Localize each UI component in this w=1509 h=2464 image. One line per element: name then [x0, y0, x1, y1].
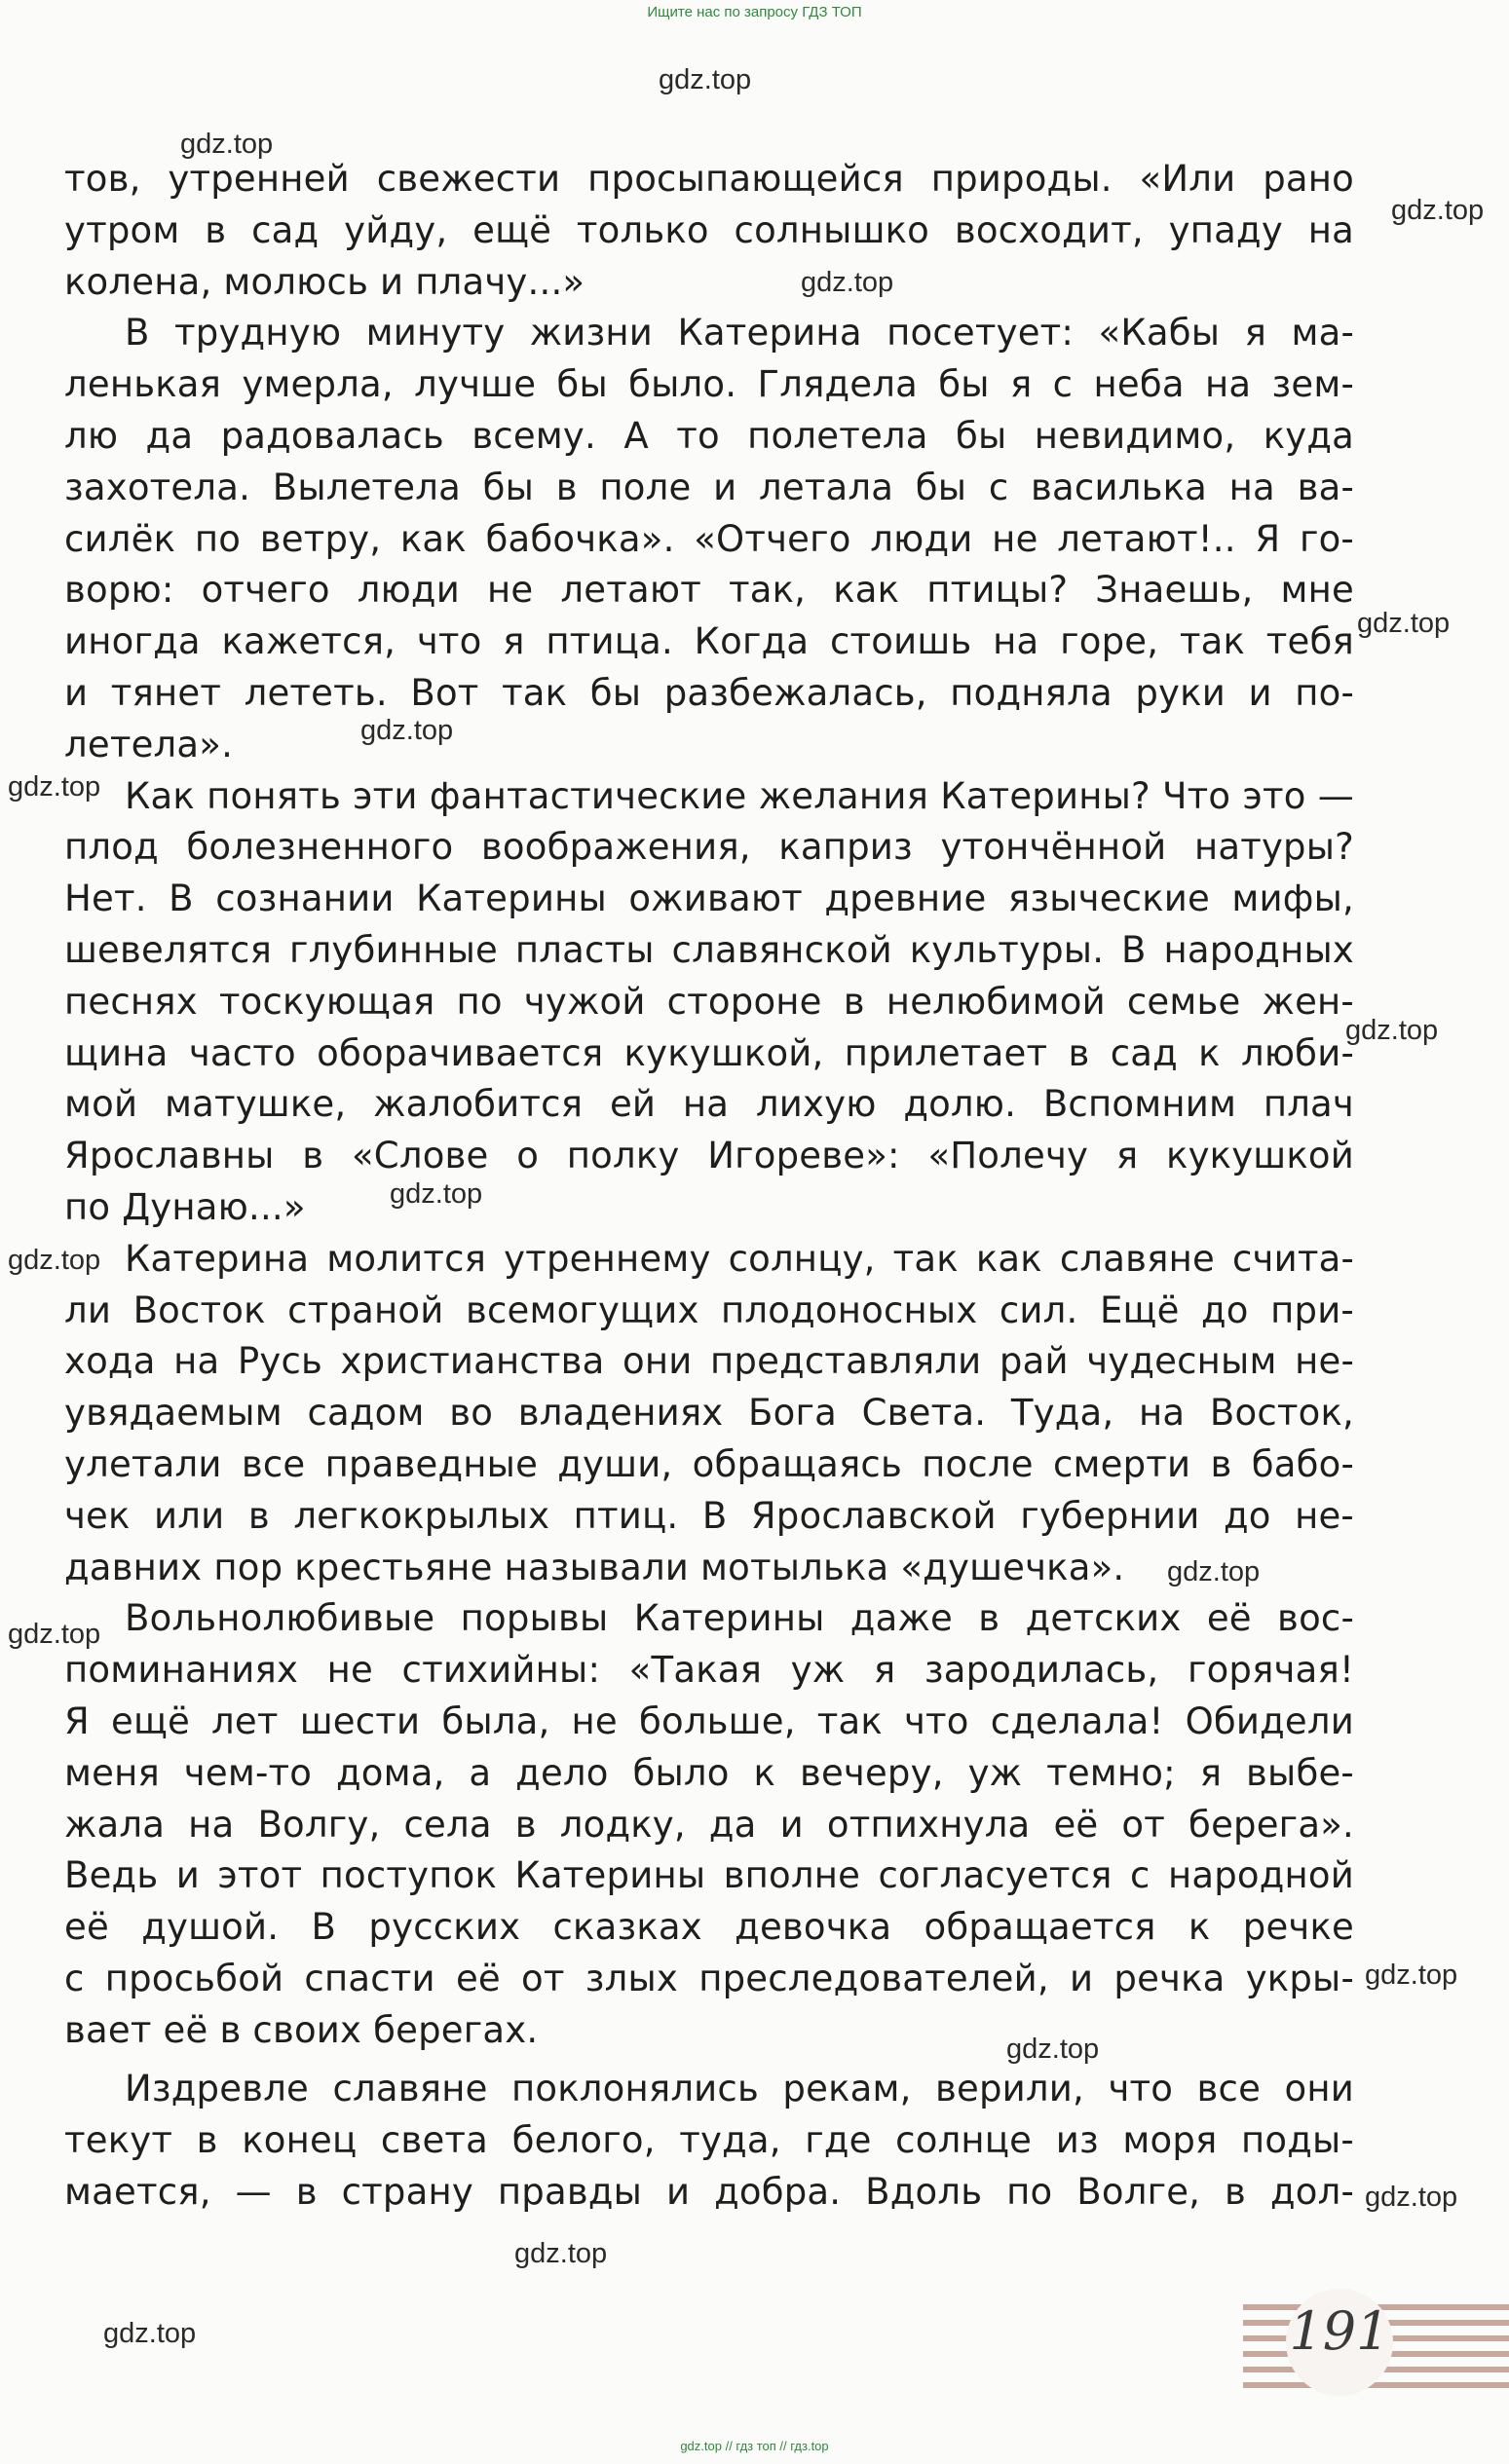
- watermark: gdz.top: [390, 1178, 483, 1210]
- text-line: жала на Волгу, села в лодку, да и отпихнула её от берега».: [64, 1803, 1354, 1846]
- text-line: увядаемым садом во владениях Бога Света. Туда, на Восток,: [64, 1392, 1354, 1435]
- top-banner: Ищите нас по запросу ГДЗ ТОП: [647, 4, 862, 20]
- text-line: песнях тоскующая по чужой стороне в нелюбимой семье жен-: [64, 980, 1354, 1023]
- text-line: щина часто оборачивается кукушкой, прилетает в сад к люби-: [64, 1031, 1354, 1074]
- text-line: Как понять эти фантастические желания Катерины? Что это —: [125, 774, 1354, 817]
- text-line: лю да радовалась всему. А то полетела бы невидимо, куда: [64, 414, 1354, 457]
- page-number: 191: [1289, 2300, 1390, 2362]
- text-line: меня чем-то дома, а дело было к вечеру, уж темно; я выбе-: [64, 1751, 1354, 1794]
- footer-note: gdz.top // гдз топ // гдз.top: [680, 2439, 829, 2453]
- text-line: улетали все праведные души, обращаясь после смерти в бабо-: [64, 1442, 1354, 1485]
- watermark: gdz.top: [1345, 1015, 1439, 1046]
- watermark: gdz.top: [360, 715, 454, 746]
- text-line: ленькая умерла, лучше бы было. Глядела бы я с неба на зем-: [64, 363, 1354, 406]
- text-line: текут в конец света белого, туда, где солнце из моря поды-: [64, 2119, 1354, 2162]
- text-line: Нет. В сознании Катерины оживают древние языческие мифы,: [64, 877, 1354, 920]
- text-line: В трудную минуту жизни Катерина посетует: «Кабы я ма-: [125, 312, 1354, 355]
- text-line: утром в сад уйду, ещё только солнышко восходит, упаду на: [64, 208, 1354, 251]
- text-line: колена, молюсь и плачу...»: [64, 260, 585, 303]
- watermark: gdz.top: [1006, 2034, 1100, 2065]
- text-line: по Дунаю...»: [64, 1185, 306, 1228]
- text-line: силёк по ветру, как бабочка». «Отчего люди не летают!.. Я го-: [64, 517, 1354, 560]
- text-line: ворю: отчего люди не летают так, как птицы? Знаешь, мне: [64, 569, 1354, 612]
- watermark: gdz.top: [1391, 195, 1485, 226]
- text-line: тов, утренней свежести просыпающейся природы. «Или рано: [64, 158, 1354, 200]
- text-line: давних пор крестьяне называли мотылька «душечка».: [64, 1546, 1125, 1588]
- text-line: и тянет лететь. Вот так бы разбежалась, подняла руки и по-: [64, 671, 1354, 714]
- watermark: gdz.top: [8, 1245, 101, 1276]
- text-line: летела».: [64, 723, 234, 765]
- watermark: gdz.top: [1365, 1960, 1458, 1991]
- watermark: gdz.top: [8, 771, 101, 803]
- text-line: иногда кажется, что я птица. Когда стоишь на горе, так тебя: [64, 620, 1354, 663]
- watermark: gdz.top: [8, 1619, 101, 1650]
- watermark: gdz.top: [659, 64, 752, 95]
- watermark: gdz.top: [1357, 608, 1451, 639]
- text-line: вает её в своих берегах.: [64, 2008, 539, 2051]
- watermark: gdz.top: [103, 2318, 197, 2349]
- text-line: плод болезненного воображения, каприз утончённой натуры?: [64, 826, 1354, 869]
- watermark: gdz.top: [1365, 2182, 1458, 2213]
- text-line: мой матушке, жалобится ей на лихую долю. Вспомним плач: [64, 1083, 1354, 1126]
- text-line: с просьбой спасти её от злых преследователей, и речка укры-: [64, 1957, 1354, 1999]
- text-line: шевелятся глубинные пласты славянской культуры. В народных: [64, 928, 1354, 971]
- watermark: gdz.top: [801, 267, 894, 298]
- text-line: Ведь и этот поступок Катерины вполне согласуется с народной: [64, 1854, 1354, 1897]
- text-line: мается, — в страну правды и добра. Вдоль по Волге, в дол-: [64, 2171, 1354, 2214]
- watermark: gdz.top: [514, 2238, 608, 2269]
- page-text: [64, 154, 1354, 2219]
- text-line: Я ещё лет шести была, не больше, так что сделала! Обидели: [64, 1699, 1354, 1742]
- text-line: чек или в легкокрылых птиц. В Ярославской губернии до не-: [64, 1494, 1354, 1537]
- text-line: поминаниях не стихийны: «Такая уж я зародилась, горячая!: [64, 1649, 1354, 1692]
- watermark: gdz.top: [1167, 1556, 1261, 1587]
- text-line: Издревле славяне поклонялись рекам, верили, что все они: [125, 2068, 1354, 2110]
- text-line: Ярославны в «Слове о полку Игореве»: «Полечу я кукушкой: [64, 1135, 1354, 1177]
- text-line: Вольнолюбивые порывы Катерины даже в детских её вос-: [125, 1597, 1354, 1640]
- text-line: её душой. В русских сказках девочка обращается к речке: [64, 1906, 1354, 1949]
- text-line: ли Восток страной всемогущих плодоносных сил. Ещё до при-: [64, 1288, 1354, 1331]
- text-line: хода на Русь христианства они представляли рай чудесным не-: [64, 1340, 1354, 1383]
- text-line: Катерина молится утреннему солнцу, так как славяне счита-: [125, 1237, 1354, 1280]
- watermark: gdz.top: [180, 129, 274, 160]
- text-line: захотела. Вылетела бы в поле и летала бы с василька на ва-: [64, 466, 1354, 508]
